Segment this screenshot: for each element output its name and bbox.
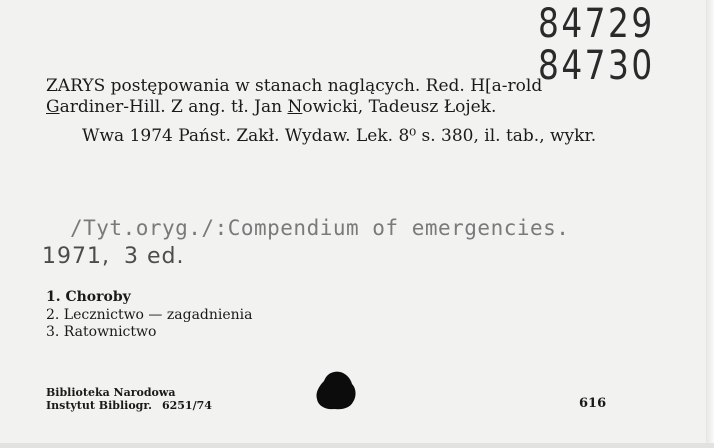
- subject-headings-list: [46, 289, 253, 342]
- translator-underlined-initial: N: [287, 96, 303, 117]
- shelf-number: 616: [579, 396, 607, 411]
- subject-heading: 3. Ratownictwo: [46, 324, 157, 340]
- title-text-b: ardiner-Hill. Z ang. tł. Jan: [59, 96, 288, 117]
- original-title-note: /Tyt.oryg./:Compendium of emergencies.: [70, 216, 570, 240]
- subject-heading: 1. Choroby: [46, 289, 131, 305]
- card-edge-shadow: [706, 0, 714, 448]
- institute-line: [46, 399, 212, 412]
- punch-hole-icon: [312, 366, 362, 416]
- accession-number-2: 84730: [538, 43, 655, 89]
- card-bottom-edge: [0, 443, 714, 448]
- card-code: 6251/74: [161, 399, 212, 412]
- accession-number-1: 84729: [538, 1, 655, 47]
- title-statement: [46, 76, 612, 117]
- handwritten-year: 1971,: [42, 244, 110, 269]
- editor-underlined-initial: G: [46, 96, 60, 117]
- imprint-statement: Wwa 1974 Państ. Zakł. Wydaw. Lek. 8⁰ s. 380, il. tab., wykr.: [82, 126, 597, 146]
- subject-heading: 2. Lecznictwo — zagadnienia: [46, 306, 253, 323]
- title-text-a: ZARYS postępowania w stanach naglących. Red. H[a-rold: [46, 76, 543, 96]
- handwritten-note: [42, 244, 184, 269]
- library-imprint: [46, 386, 212, 412]
- library-name: Biblioteka Narodowa: [46, 386, 176, 399]
- institute-name: Instytut Bibliogr.: [46, 399, 152, 412]
- bibliographic-entry: [46, 76, 612, 147]
- title-text-c: owicki, Tadeusz Łojek.: [302, 96, 497, 117]
- handwritten-edition: 3 ed.: [123, 244, 185, 269]
